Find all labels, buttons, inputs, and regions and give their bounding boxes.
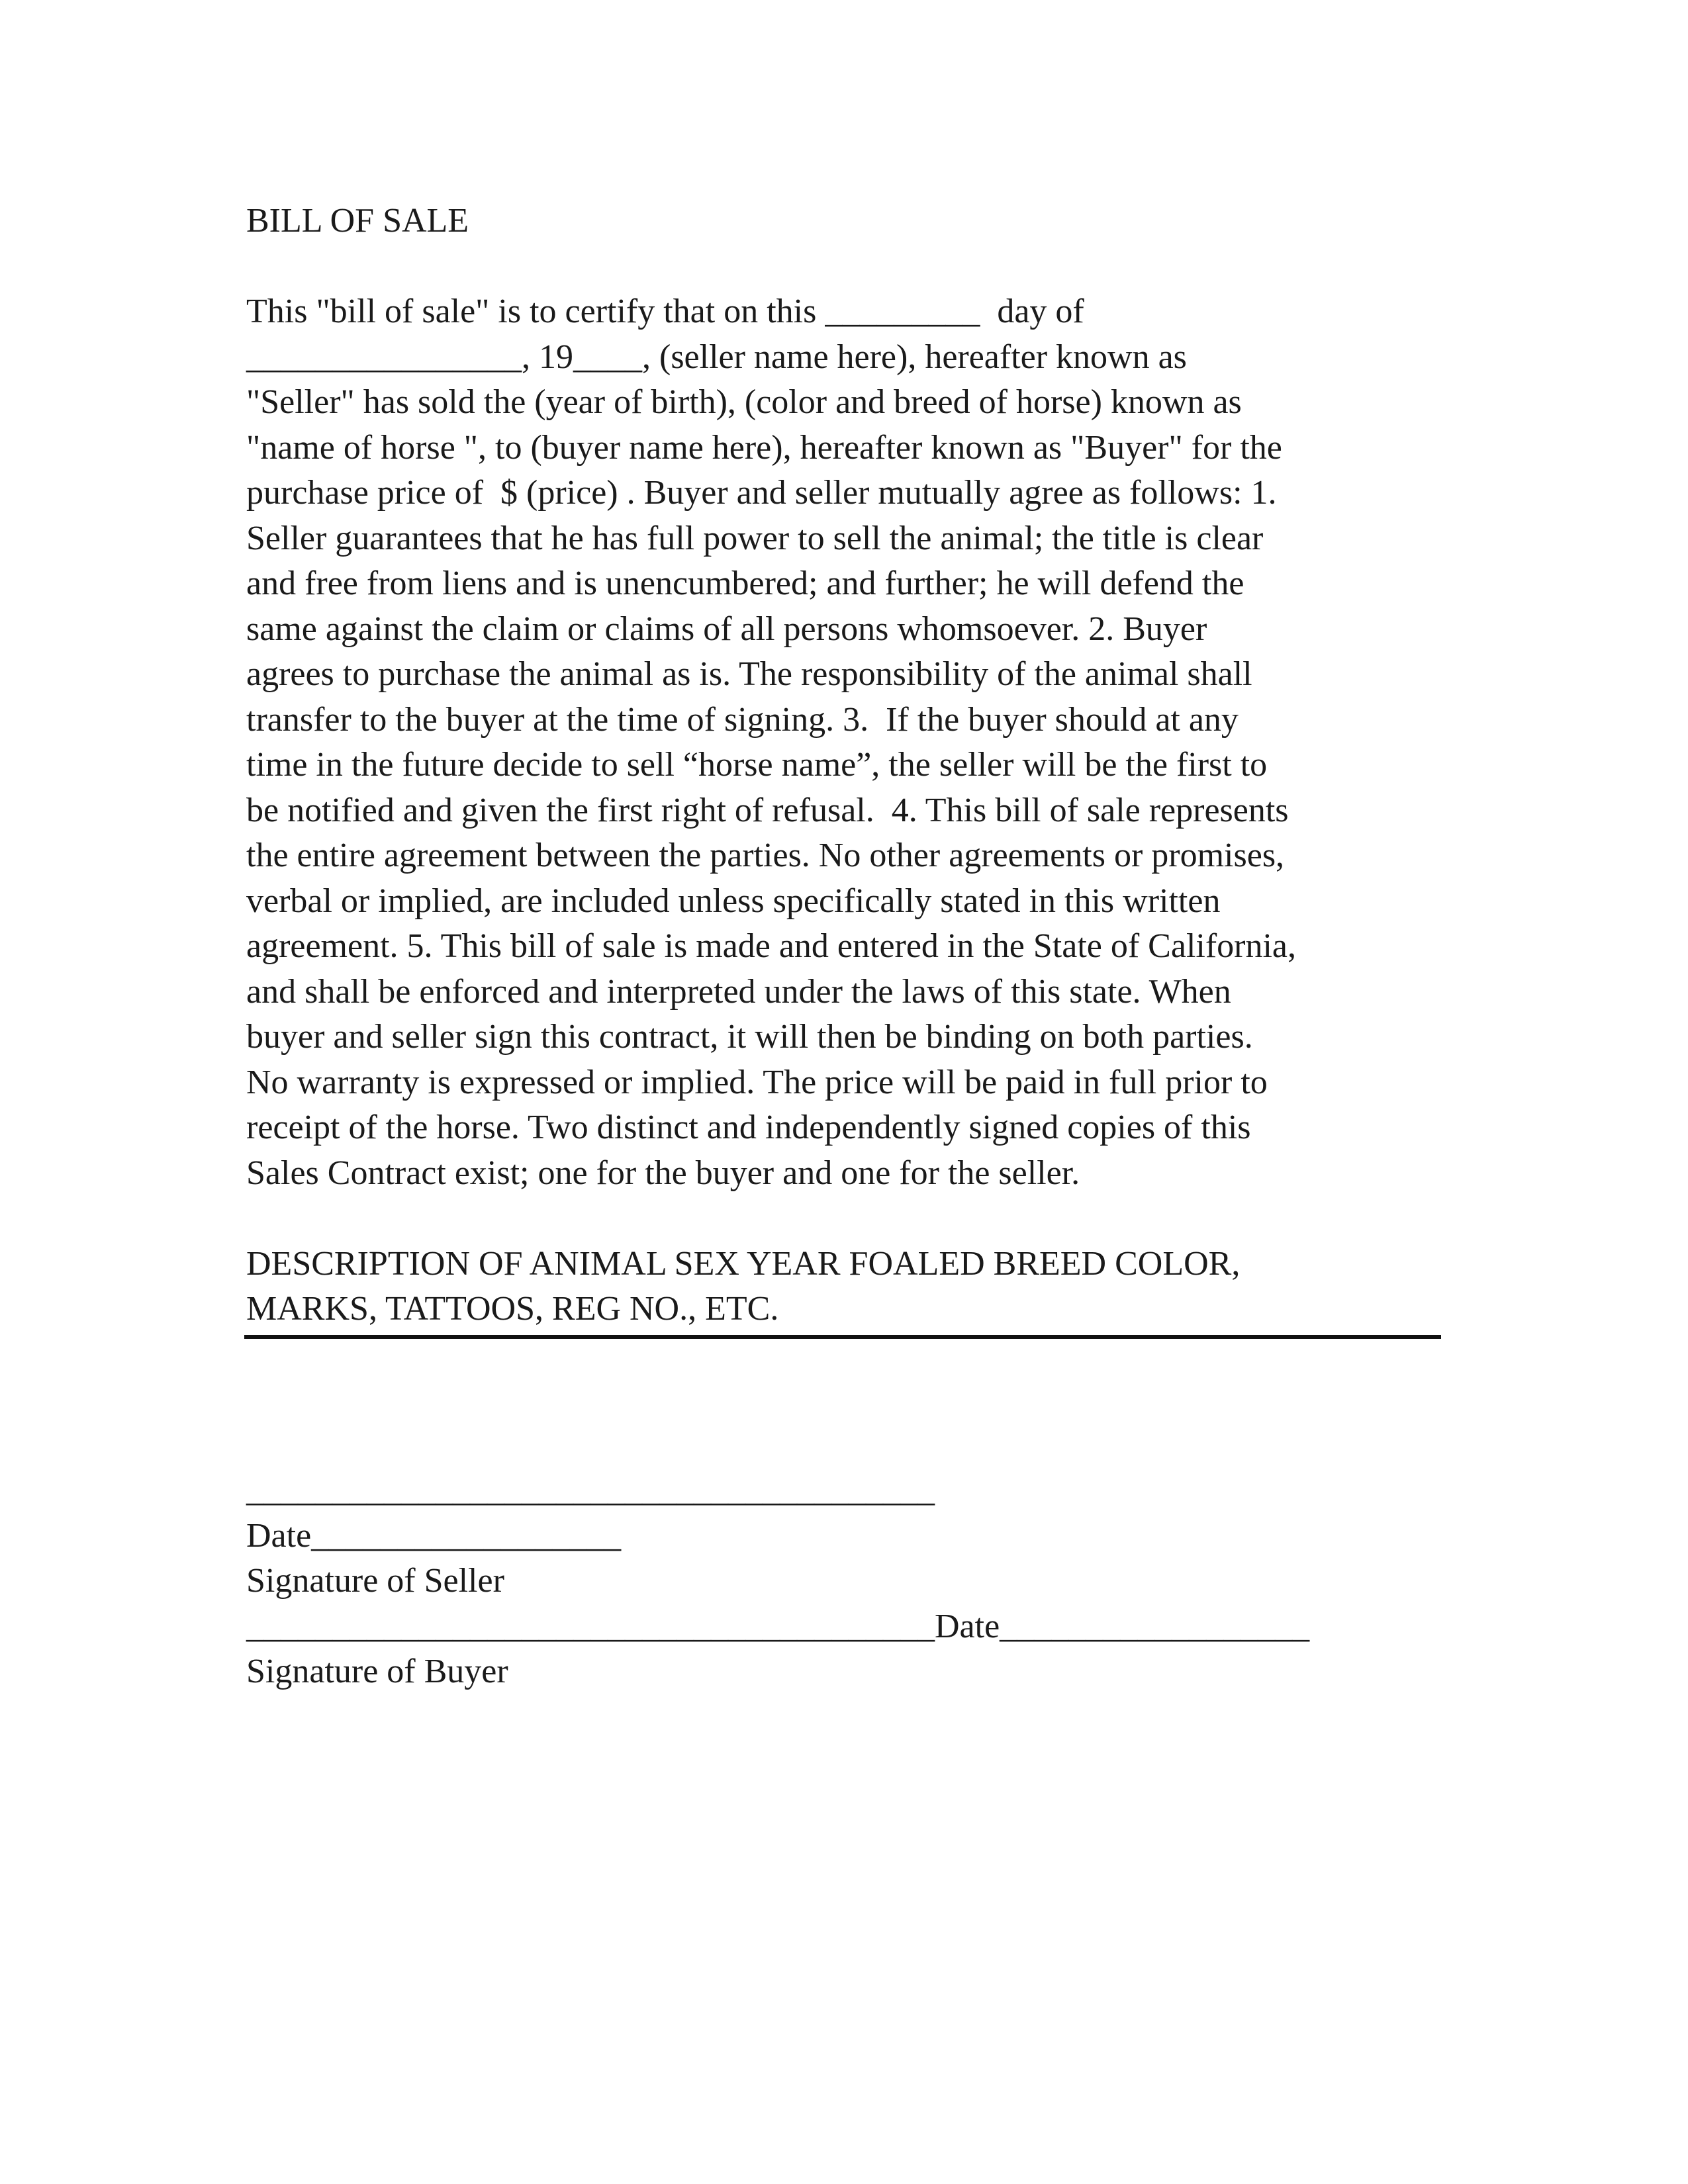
body-line: same against the claim or claims of all persons whomsoever. 2. Buyer	[246, 610, 1207, 648]
seller-date-field[interactable]: Date__________________	[246, 1516, 622, 1555]
body-line: transfer to the buyer at the time of signing. 3. If the buyer should at any	[246, 700, 1239, 739]
animal-description	[246, 1242, 1444, 1332]
buyer-signature-date-line[interactable]: ________________________________________Date__________________	[246, 1607, 1310, 1645]
spacer	[246, 244, 1444, 290]
body-line: time in the future decide to sell “horse name”, the seller will be the first to	[246, 746, 1268, 784]
body-line: buyer and seller sign this contract, it will then be binding on both parties.	[246, 1018, 1253, 1056]
body-line: the entire agreement between the parties. No other agreements or promises,	[246, 837, 1285, 874]
description-line: DESCRIPTION OF ANIMAL SEX YEAR FOALED BREED COLOR,	[246, 1244, 1241, 1283]
body-line: No warranty is expressed or implied. The price will be paid in full prior to	[246, 1063, 1268, 1101]
body-line: and free from liens and is unencumbered; and further; he will defend the	[246, 565, 1244, 602]
body-line: receipt of the horse. Two distinct and independently signed copies of this	[246, 1109, 1251, 1146]
body-line: agrees to purchase the animal as is. The responsibility of the animal shall	[246, 655, 1252, 693]
agreement-body	[246, 289, 1444, 1196]
body-line: agreement. 5. This bill of sale is made and entered in the State of California,	[246, 927, 1296, 965]
buyer-signature-label: Signature of Buyer	[246, 1653, 508, 1690]
body-line: Seller guarantees that he has full power to sell the animal; the title is clear	[246, 519, 1264, 557]
body-line: ________________, 19____, (seller name here), hereafter known as	[246, 338, 1187, 376]
body-line: purchase price of $ (price) . Buyer and seller mutually agree as follows: 1.	[246, 474, 1277, 512]
body-line: be notified and given the first right of refusal. 4. This bill of sale represents	[246, 791, 1289, 829]
body-line: and shall be enforced and interpreted under the laws of this state. When	[246, 972, 1231, 1011]
seller-signature-label: Signature of Seller	[246, 1562, 504, 1600]
description-rule	[244, 1335, 1441, 1339]
body-line: This "bill of sale" is to certify that on this _________ day of	[246, 293, 1084, 330]
spacer	[246, 1196, 1444, 1242]
body-line: verbal or implied, are included unless specifically stated in this written	[246, 882, 1221, 920]
description-line: MARKS, TATTOOS, REG NO., ETC.	[246, 1290, 779, 1328]
seller-signature-line[interactable]: ________________________________________	[246, 1471, 935, 1509]
bill-of-sale-page	[246, 199, 1444, 1339]
signature-block	[246, 1468, 1309, 1695]
body-line: Sales Contract exist; one for the buyer and one for the seller.	[246, 1154, 1080, 1192]
body-line: "name of horse ", to (buyer name here), hereafter known as "Buyer" for the	[246, 428, 1282, 467]
document-title: BILL OF SALE	[246, 202, 469, 240]
body-line: "Seller" has sold the (year of birth), (color and breed of horse) known as	[246, 383, 1242, 421]
